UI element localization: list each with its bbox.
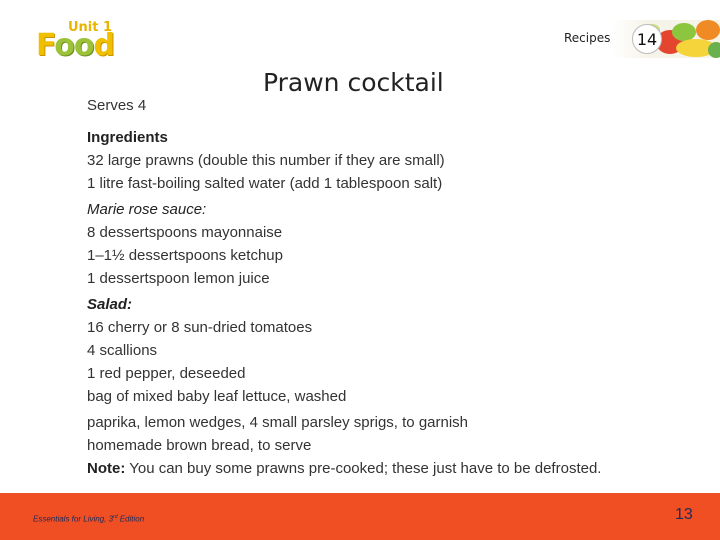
sauce-item: 1–1½ dessertspoons ketchup [87,247,283,264]
sauce-item: 1 dessertspoon lemon juice [87,270,270,287]
extra-item: homemade brown bread, to serve [87,437,312,454]
book-title: Essentials for Living, 3rd Edition [33,514,145,524]
unit-food-logo [36,20,116,64]
recipe-title: Prawn cocktail [263,68,444,97]
extra-item: paprika, lemon wedges, 4 small parsley sprigs, to garnish [87,414,469,431]
note-line [87,457,687,480]
salad-item: 16 cherry or 8 sun-dried tomatoes [87,319,313,336]
recipe-content [87,126,687,480]
serves-text: Serves 4 [87,97,147,114]
sauce-heading: Marie rose sauce: [87,201,207,218]
page-number: 13 [675,506,693,523]
ingredient-item: 32 large prawns (double this number if they are small) [87,152,445,169]
sauce-item: 8 dessertspoons mayonnaise [87,224,283,241]
ingredients-heading: Ingredients [87,129,168,146]
ingredient-item: 1 litre fast-boiling salted water (add 1 tablespoon salt) [87,175,443,192]
fruit-banner-image [612,20,720,58]
salad-item: 4 scallions [87,342,158,359]
salad-heading: Salad: [87,296,133,313]
section-label: Recipes [564,31,611,45]
salad-item: bag of mixed baby leaf lettuce, washed [87,388,347,405]
note-label: Note: [87,460,126,477]
footer-bar [0,493,720,540]
logo-food-label: Food [36,28,114,63]
note-text: You can buy some prawns pre-cooked; these just have to be defrosted. [125,460,602,477]
logo-unit-label: Unit 1 [68,20,113,35]
section-number-badge: 14 [632,24,662,54]
salad-item: 1 red pepper, deseeded [87,365,246,382]
